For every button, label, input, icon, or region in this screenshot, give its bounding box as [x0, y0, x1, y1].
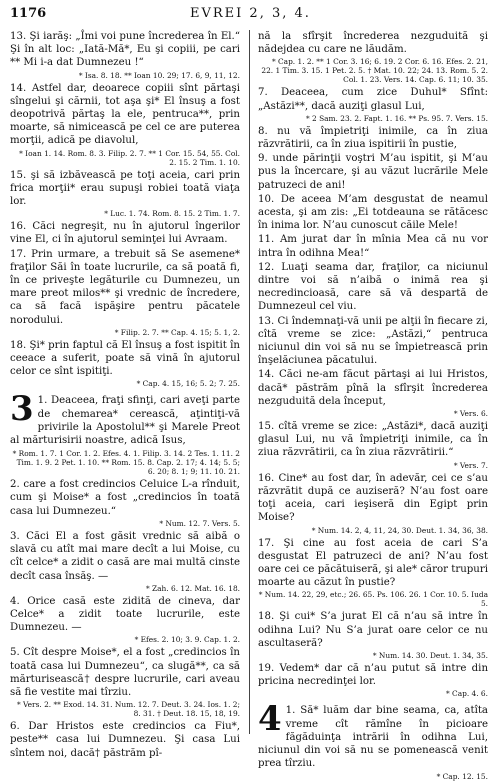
running-title: EVREI 2, 3, 4.	[190, 6, 311, 21]
cross-reference: * Num. 14. 30. Deut. 1. 34, 35.	[372, 650, 488, 660]
chapter-start	[10, 389, 240, 447]
cross-reference: * Rom. 1. 7. 1 Cor. 1. 2. Efes. 4. 1. Filip. 3. 14. 2 Tes. 1. 11. 2 Tim. 1. 9. 2 Pet. 1. 10. ** Rom. 15. 8. Cap. 2. 17; 4. 14; 5. 5; 6. 20; 8. 1; 9; 11. 10. 21.	[12, 449, 240, 477]
verse-text: 1. Să* luăm dar bine seama, ca, atîta vreme cît rămîne în picioare făgăduinţa intrării în odihna Lui, niciunul din voi să nu se pomenească venit prea tîrziu.	[258, 705, 488, 770]
verse: 13. Şi iarăş: „Îmi voi pune încrederea în El.“ Şi în alt loc: „Iată-Mă*, Eu şi copiii, pe cari ** Mi i-a dat Dumnezeu !“	[10, 31, 240, 69]
cross-reference: * Vers. 6.	[453, 409, 488, 419]
cross-reference: * Cap. 1. 2. ** 1 Cor. 3. 16; 6. 19. 2 Cor. 6. 16. Efes. 2. 21, 22. 1 Tim. 3. 15. 1 Pet. 2. 5. † Mat. 10. 22; 24. 13. Rom. 5. 2. Col. 1. 23. Vers. 14. Cap. 6. 11; 10. 35.	[261, 57, 488, 85]
verse: 9. unde părinţii voştri M’au ispitit, şi M’au pus la încercare, şi au văzut lucrările Mele patruzeci de ani!	[258, 153, 488, 191]
verse: 2. care a fost credincios Celuice L-a rînduit, cum şi Moise* a fost „credincios în toată casa lui Dumnezeu.“	[10, 479, 240, 517]
verse: 17. Şi cine au fost aceia de cari S’a desgustat El patruzeci de ani? N’au fost oare cei ce păcătuiseră, şi ale* căror trupuri moarte au căzut în pustie?	[258, 537, 488, 589]
cross-reference: * Num. 14. 22, 29, etc.; 26. 65. Ps. 106. 26. 1 Cor. 10. 5. Iuda 5.	[258, 590, 488, 609]
verse: 18. Şi cui* S’a jurat El că n’au să intre în odihna Lui? Nu S’a jurat oare celor ce nu ascultaseră?	[258, 611, 488, 649]
cross-reference: * Zah. 6. 12. Mat. 16. 18.	[145, 583, 240, 593]
cross-reference: * Cap. 12. 15.	[436, 772, 488, 781]
chapter-number: 3	[10, 389, 34, 430]
cross-reference: * Cap. 4. 6.	[446, 689, 488, 699]
verse: 8. nu vă împietriţi inimile, ca în ziua răzvrătirii, ca în ziua ispitirii în pustie,	[258, 125, 488, 151]
cross-reference: * Luc. 1. 74. Rom. 8. 15. 2 Tim. 1. 7.	[104, 209, 240, 219]
cross-reference: * 2 Sam. 23. 2. Fapt. 1. 16. ** Ps. 95. 7. Vers. 15.	[305, 113, 488, 123]
verse: 5. Cît despre Moise*, el a fost „credincios în toată casa lui Dumnezeu“, ca slugă**, ca să mărturisească† despre lucrurile, cari aveau să fie vestite mai tîrziu.	[10, 647, 240, 698]
verse: 12. Luaţi seama dar, fraţilor, ca niciunul dintre voi să n’aibă o inimă rea şi necredincioasă, care să vă despartă de Dumnezeul cel viu.	[258, 261, 488, 313]
verse: 15. cîtă vreme se zice: „Astăzi*, dacă auziţi glasul Lui, nu vă împietriţi inimile, ca în ziua răzvrătirii, ca în ziua răzvrătirii.“	[258, 421, 488, 459]
verse: nă la sfîrşit încrederea nezguduită şi nădejdea cu care ne lăudăm.	[258, 31, 488, 56]
verse: 11. Am jurat dar în mînia Mea că nu vor intra în odihna Mea!“	[258, 234, 488, 259]
verse: 15. şi să izbăvească pe toţi aceia, cari prin frica morţii* erau supuşi robiei toată viaţa lor.	[10, 169, 240, 208]
page-header	[0, 0, 500, 26]
verse: 4. Orice casă este zidită de cineva, dar Celce* a zidit toate lucrurile, este Dumnezeu. —	[10, 595, 240, 634]
verse: 18. Şi* prin faptul că El însuş a fost ispitit în ceeace a suferit, poate să vină în ajutorul celor ce sînt ispitiţi.	[10, 339, 240, 378]
cross-reference: * Num. 12. 7. Vers. 5.	[159, 518, 240, 528]
verse: 14. Astfel dar, deoarece copiii sînt părtaşi sîngelui şi cărnii, tot aşa şi* El însuş a fost deopotrivă părtaş la ele, pentruca**, prin moarte, să nimicească pe cel ce are puterea morţii, adică pe diavolul,	[10, 82, 240, 147]
cross-reference: * Vers. 2. ** Exod. 14. 31. Num. 12. 7. Deut. 3. 24. Ios. 1. 2; 8. 31. † Deut. 18. 15, 18, 19.	[16, 700, 240, 719]
cross-reference: * Filip. 2. 7. ** Cap. 4. 15; 5. 1, 2.	[114, 327, 240, 337]
verse: 16. Căci negreşit, nu în ajutorul îngerilor vine El, ci în ajutorul seminţei lui Avraam.	[10, 221, 240, 246]
cross-reference: * Efes. 2. 10; 3. 9. Cap. 1. 2.	[134, 635, 240, 645]
verse: 7. Deaceea, cum zice Duhul* Sfînt: „Astăzi**, dacă auziţi glasul Lui,	[258, 87, 488, 112]
verse: 6. Dar Hristos este credincios ca Fiu*, peste** casa lui Dumnezeu. Şi casa Lui sîntem noi, dacă† păstrăm pî-	[10, 721, 240, 759]
column-divider	[249, 30, 250, 734]
verse-text: 1. Deaceea, fraţi sfinţi, cari aveţi parte de chemarea* cerească, aţintiţi-vă privirile la Apostolul** şi Marele Preot al mărturisirii noastre, adică Isus,	[10, 395, 240, 447]
page-number: 1176	[10, 6, 47, 21]
verse: 3. Căci El a fost găsit vrednic să aibă o slavă cu atît mai mare decît a lui Moise, cu cît celce* a zidit o casă are mai multă cinste decît casa însăş. —	[10, 530, 240, 582]
verse: 13. Ci îndemnaţi-vă unii pe alţii în fiecare zi, cîtă vreme se zice: „Astăzi,“ pentruca niciunul din voi să nu se împietrească prin înşelăciunea păcatului.	[258, 315, 488, 367]
verse: 17. Prin urmare, a trebuit să Se asemene* fraţilor Săi în toate lucrurile, ca să poată fi, în ce priveşte legăturile cu Dumnezeu, un mare preot milos** şi vrednic de încredere, ca să facă ispăşire pentru păcatele norodului.	[10, 248, 240, 326]
cross-reference: * Isa. 8. 18. ** Ioan 10. 29; 17. 6, 9, 11, 12.	[78, 70, 240, 80]
verse: 19. Vedem* dar că n’au putut să intre din pricina necredinţei lor.	[258, 662, 488, 688]
cross-reference: * Ioan 1. 14. Rom. 8. 3. Filip. 2. 7. ** 1 Cor. 15. 54, 55. Col. 2. 15. 2 Tim. 1. 10.	[19, 148, 240, 167]
chapter-start	[258, 699, 488, 770]
left-column	[10, 30, 240, 759]
cross-reference: * Num. 14. 2, 4, 11, 24, 30. Deut. 1. 34, 36, 38.	[311, 525, 488, 535]
right-column	[258, 30, 488, 781]
cross-reference: * Cap. 4. 15, 16; 5. 2; 7. 25.	[136, 379, 240, 389]
verse: 16. Cine* au fost dar, în adevăr, cei ce s’au răzvrătit după ce auziseră? N’au fost oare toţi aceia, cari ieşiseră din Egipt prin Moise?	[258, 472, 488, 524]
verse: 10. De aceea M’am desgustat de neamul acesta, şi am zis: „Ei totdeauna se rătăcesc în inima lor. N’au cunoscut căile Mele!	[258, 193, 488, 232]
verse: 14. Căci ne-am făcut părtaşi ai lui Hristos, dacă* păstrăm pînă la sfîrşit încrederea nezguduită dela început,	[258, 369, 488, 407]
cross-reference: * Vers. 7.	[453, 460, 488, 470]
chapter-number: 4	[258, 699, 282, 740]
